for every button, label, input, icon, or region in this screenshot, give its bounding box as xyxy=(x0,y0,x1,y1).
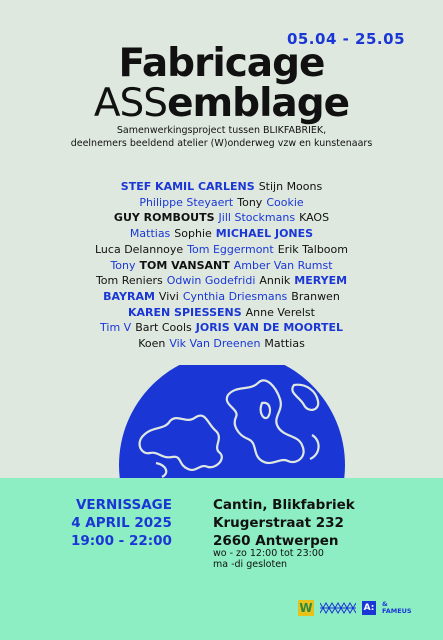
wonderweg-logo: W xyxy=(299,601,313,615)
vernissage-time: 19:00 - 22:00 xyxy=(71,533,172,549)
names-line xyxy=(0,336,443,352)
artist-names-list xyxy=(0,179,443,352)
sponsor-logos xyxy=(298,600,412,616)
address-block xyxy=(213,496,355,550)
artist-name: Odwin Godefridi xyxy=(166,274,256,288)
names-line xyxy=(0,258,443,274)
names-line xyxy=(0,320,443,336)
artist-name: MERYEM xyxy=(294,274,348,288)
artist-name: Cookie xyxy=(266,195,304,209)
artist-name: Tony xyxy=(110,258,136,272)
names-line xyxy=(0,179,443,195)
opening-hours-line-1: wo - zo 12:00 tot 23:00 xyxy=(213,548,324,559)
artist-name: Tom Eggermont xyxy=(187,242,274,256)
artist-name: Vik Van Dreenen xyxy=(169,337,261,351)
vernissage-date: 4 APRIL 2025 xyxy=(71,515,172,531)
title-line-2-bold: emblage xyxy=(167,81,350,126)
artist-name: JORIS VAN DE MOORTEL xyxy=(195,321,343,335)
artist-name: Tim V xyxy=(100,321,132,335)
artist-name: Koen xyxy=(138,337,166,351)
names-line xyxy=(0,210,443,226)
famous-logo-line-1: & xyxy=(382,600,388,608)
artist-name: Annik xyxy=(259,274,291,288)
artist-name: Stijn Moons xyxy=(258,180,323,193)
names-line xyxy=(0,226,443,242)
names-line xyxy=(0,273,443,289)
names-line xyxy=(0,305,443,321)
artist-name: TOM VANSANT xyxy=(139,258,230,272)
artist-name: KAOS xyxy=(299,211,330,225)
artist-name: BAYRAM xyxy=(103,289,155,303)
artist-name: Mattias xyxy=(129,227,171,241)
artist-name: Vivi xyxy=(158,289,179,303)
artist-name: KAREN SPIESSENS xyxy=(128,305,242,319)
subtitle-line-2: deelnemers beeldend atelier (W)onderweg vzw en kunstenaars xyxy=(70,138,373,149)
artist-name: Amber Van Rumst xyxy=(233,258,333,272)
artist-name: Anne Verelst xyxy=(245,305,315,319)
title-line-2-light: ASS xyxy=(93,81,168,126)
artist-name: Bart Cools xyxy=(135,321,192,335)
famous-logo xyxy=(382,601,412,615)
artist-name: Luca Delannoye xyxy=(95,242,184,256)
subtitle xyxy=(0,124,443,150)
blikfabriek-logo xyxy=(320,601,356,615)
exhibition-dates: 05.04 - 25.05 xyxy=(286,30,405,48)
subtitle-line-1: Samenwerkingsproject tussen BLIKFABRIEK, xyxy=(116,125,327,136)
title-line-2 xyxy=(0,81,443,126)
artist-name: GUY ROMBOUTS xyxy=(113,211,215,225)
artist-name: Erik Talboom xyxy=(277,242,348,256)
artist-name: Branwen xyxy=(291,289,340,303)
artist-name: Jill Stockmans xyxy=(218,211,296,225)
artist-name: Cynthia Driesmans xyxy=(182,289,288,303)
famous-logo-line-2: FAMEUS xyxy=(382,607,412,615)
vernissage-label: VERNISSAGE xyxy=(75,497,172,513)
city-address: 2660 Antwerpen xyxy=(213,533,339,549)
artist-name: Tony xyxy=(237,195,263,209)
names-line xyxy=(0,195,443,211)
venue-name: Cantin, Blikfabriek xyxy=(213,497,355,513)
artist-name: MICHAEL JONES xyxy=(215,227,314,241)
opening-hours-line-2: ma -di gesloten xyxy=(213,559,288,570)
artist-name: Mattias xyxy=(264,337,305,351)
antwerpen-logo: A: xyxy=(363,603,375,613)
artist-name: Sophie xyxy=(174,227,212,241)
names-line xyxy=(0,289,443,305)
vernissage-block xyxy=(71,496,172,550)
artist-name: Philippe Steyaert xyxy=(139,195,234,209)
title-line-1: Fabricage xyxy=(118,41,325,86)
opening-hours xyxy=(213,548,324,570)
names-line xyxy=(0,242,443,258)
street-address: Krugerstraat 232 xyxy=(213,515,344,531)
artist-name: STEF KAMIL CARLENS xyxy=(120,180,255,193)
artist-name: Tom Reniers xyxy=(95,274,163,288)
